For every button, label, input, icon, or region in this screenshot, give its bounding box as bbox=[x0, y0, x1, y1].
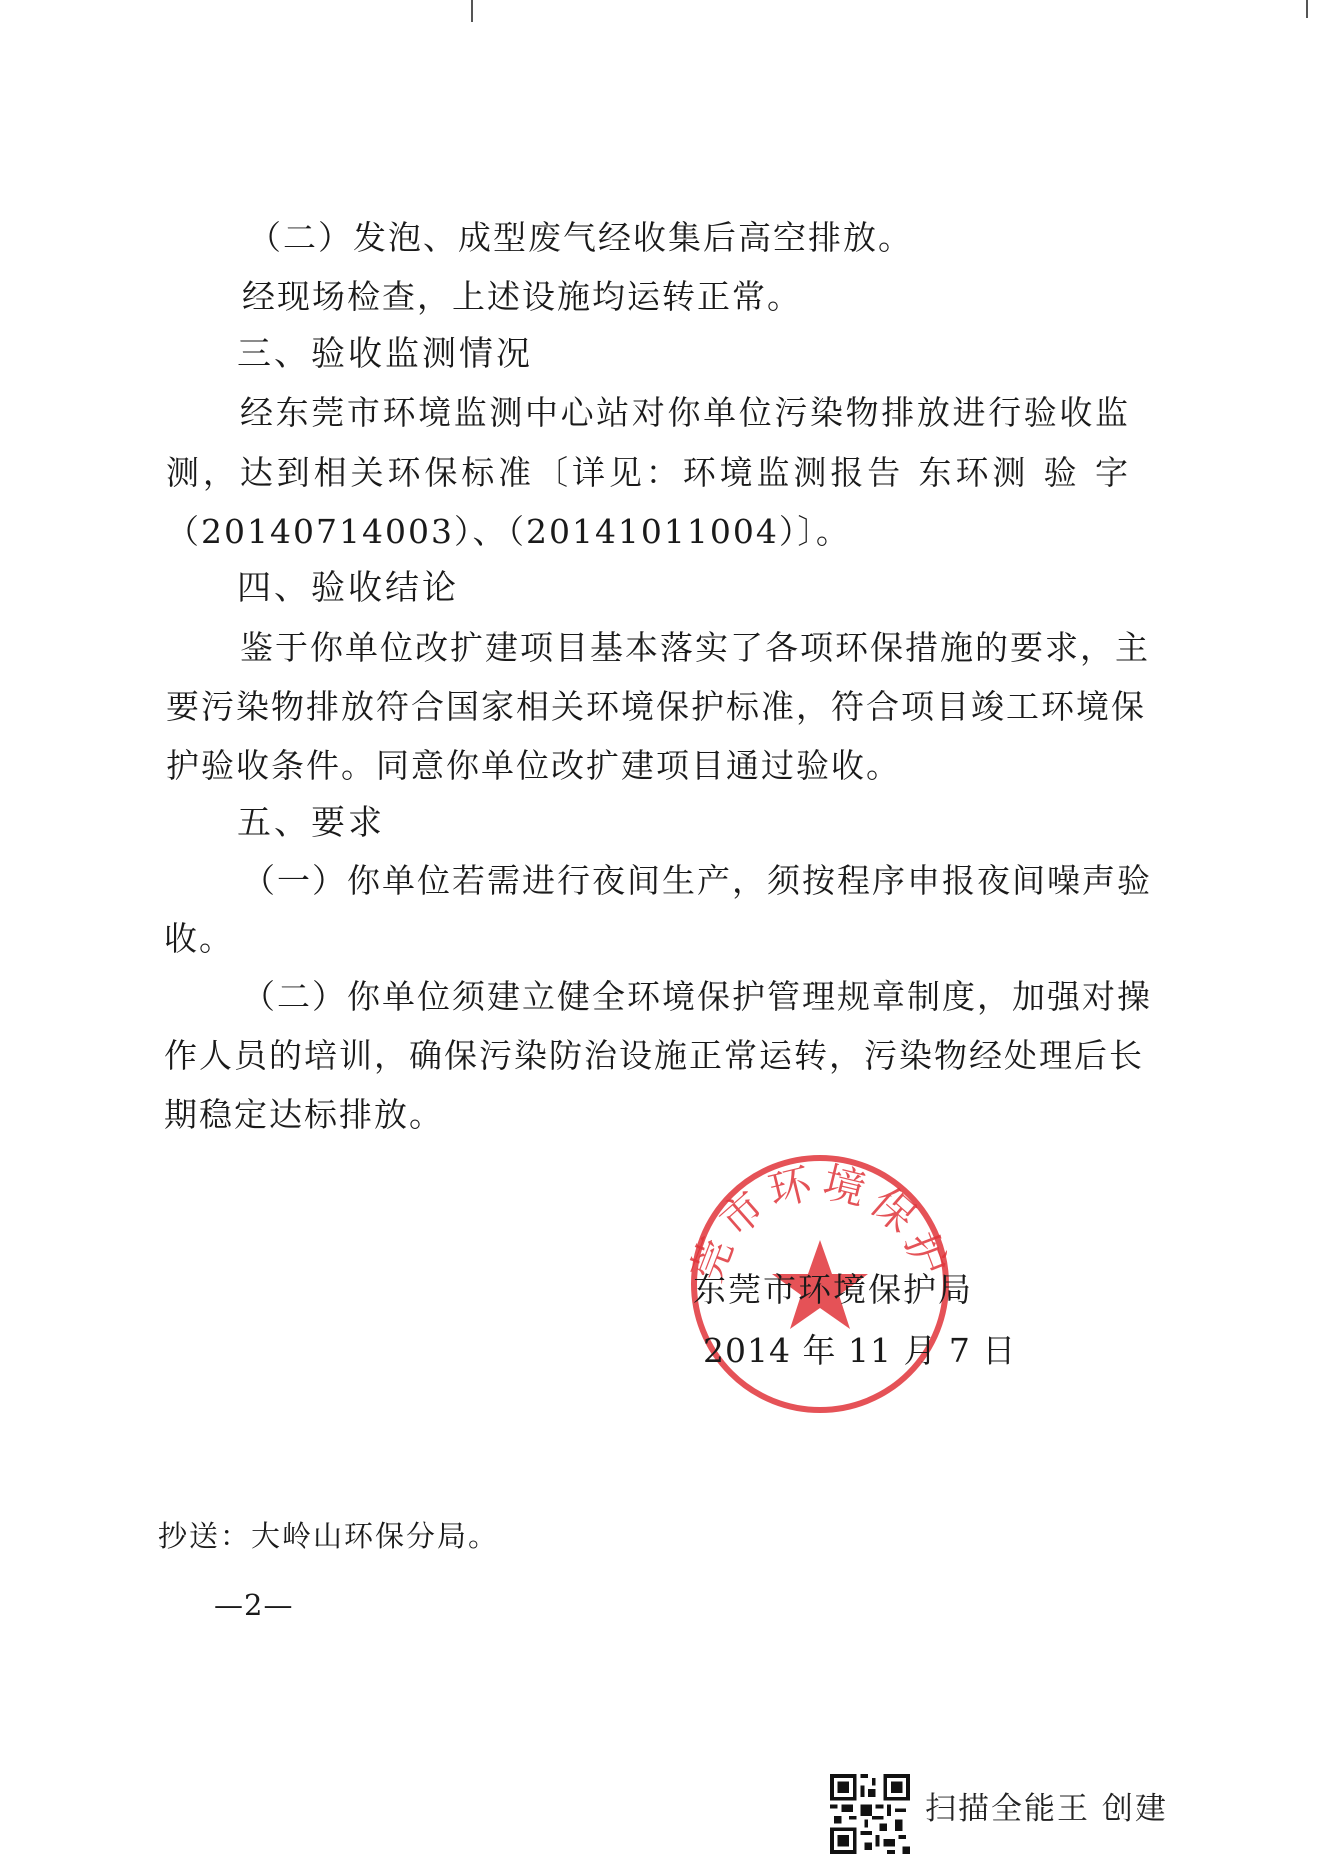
body-line-4: 经东莞市环境监测中心站对你单位污染物排放进行验收监 bbox=[240, 393, 1130, 432]
issuer-name: 东莞市环境保护局 bbox=[693, 1270, 973, 1309]
body-line-15: 作人员的培训，确保污染防治设施正常运转，污染物经处理后长 bbox=[164, 1036, 1144, 1075]
issue-date: 2014 年 11 月 7 日 bbox=[703, 1331, 1017, 1370]
body-line-9: 要污染物排放符合国家相关环境保护标准，符合项目竣工环境保 bbox=[166, 687, 1146, 726]
scanner-watermark-text: 扫描全能王 创建 bbox=[925, 1791, 1168, 1827]
qr-code-icon bbox=[830, 1774, 910, 1854]
section-heading-5: 五、要求 bbox=[237, 803, 385, 843]
svg-text:东莞市环境保护局: 莞市环境保护 bbox=[684, 1157, 956, 1288]
body-line-2: 经现场检查，上述设施均运转正常。 bbox=[242, 277, 802, 316]
body-line-14: （二）你单位须建立健全环境保护管理规章制度，加强对操 bbox=[242, 977, 1152, 1016]
body-line-6: （20140714003）、（20141011004）〕。 bbox=[166, 512, 851, 551]
body-line-13: 收。 bbox=[164, 919, 234, 958]
body-line-1: （二）发泡、成型废气经收集后高空排放。 bbox=[248, 218, 913, 257]
page-number: —2— bbox=[214, 1588, 294, 1622]
scan-mark-right bbox=[1306, 0, 1308, 18]
section-heading-4: 四、验收结论 bbox=[237, 568, 459, 608]
body-line-8: 鉴于你单位改扩建项目基本落实了各项环保措施的要求，主 bbox=[240, 628, 1150, 667]
scan-mark-top bbox=[471, 0, 473, 22]
body-line-10: 护验收条件。同意你单位改扩建项目通过验收。 bbox=[166, 746, 901, 785]
body-line-16: 期稳定达标排放。 bbox=[164, 1095, 444, 1134]
cc-line: 抄送：大岭山环保分局。 bbox=[158, 1519, 500, 1553]
section-heading-3: 三、验收监测情况 bbox=[237, 334, 533, 374]
body-line-12: （一）你单位若需进行夜间生产，须按程序申报夜间噪声验 bbox=[242, 861, 1152, 900]
body-line-5: 测，达到相关环保标准〔详见：环境监测报告 东环测 验 字 bbox=[166, 453, 1130, 492]
